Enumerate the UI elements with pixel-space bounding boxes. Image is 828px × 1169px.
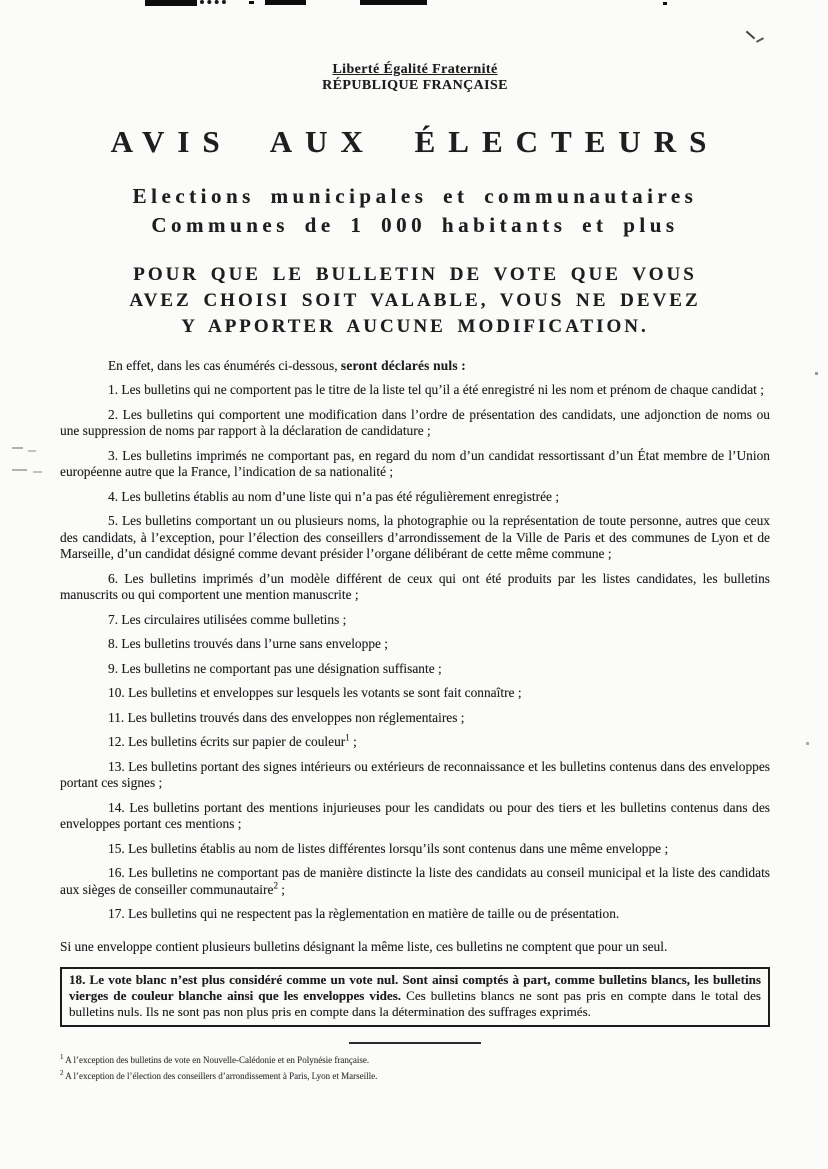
list-item-text: 7. Les circulaires utilisées comme bulletins ; bbox=[108, 611, 347, 627]
national-motto: Liberté Égalité Fraternité bbox=[332, 62, 498, 77]
list-item-text: 6. Les bulletins imprimés d’un modèle différent de ceux qui ont été produits par les listes candidates, les bulletins manuscrits ou qui comportent une mention manuscrite ; bbox=[60, 570, 770, 602]
republic-header bbox=[60, 62, 770, 94]
footnote-marker: 1 bbox=[60, 1053, 64, 1062]
list-item-text: 16. Les bulletins ne comportant pas de manière distincte la liste des candidats au conseil municipal et la liste des candidats aux sièges de conseiller communautaire bbox=[60, 865, 770, 897]
footnote bbox=[60, 1068, 770, 1082]
list-item-text: 17. Les bulletins qui ne respectent pas la règlementation en matière de taille ou de présentation. bbox=[108, 906, 620, 921]
list-item-text: 1. Les bulletins qui ne comportent pas le titre de la liste tel qu’il a été enregistré ni les nom et prénom de chaque candidat ; bbox=[108, 382, 764, 397]
intro-bold-text: seront déclarés nuls : bbox=[340, 358, 466, 373]
list-item bbox=[60, 407, 770, 440]
list-item bbox=[60, 734, 770, 751]
list-item-text: 2. Les bulletins qui comportent une modification dans l’ordre de présentation des candidats, une adjonction de noms ou une suppression de noms par rapport à la déclaration de candidature ; bbox=[60, 406, 770, 438]
list-item bbox=[60, 571, 770, 604]
nullity-list bbox=[60, 382, 770, 923]
blank-vote-normal-text: Ces bulletins blancs ne sont pas pris en compte dans le total des bulletins nuls. Ils ne sont pas non plus pris en compte dans la détermination des suffrages exprimés. bbox=[69, 987, 761, 1020]
envelope-note: Si une enveloppe contient plusieurs bulletins désignant la même liste, ces bulletins ne comptent que pour un seul. bbox=[60, 938, 668, 954]
scan-mark bbox=[815, 372, 818, 375]
footnote-marker: 2 bbox=[60, 1069, 64, 1078]
list-item bbox=[60, 685, 770, 702]
list-item-text: 3. Les bulletins imprimés ne comportant pas, en regard du nom d’un candidat ressortissant d’un État membre de l’Union européenne autre que la France, l’indication de sa nationalité ; bbox=[60, 447, 770, 479]
scan-mark bbox=[12, 469, 27, 471]
footnote-ref: 2 bbox=[273, 880, 278, 891]
validity-notice bbox=[60, 262, 770, 340]
list-item-text: 12. Les bulletins écrits sur papier de couleur bbox=[108, 734, 346, 749]
blank-vote-box bbox=[60, 967, 770, 1028]
scan-mark bbox=[28, 450, 36, 452]
subtitle-line-1: Elections municipales et communautaires bbox=[132, 184, 698, 208]
list-item bbox=[60, 513, 770, 563]
footnote-text: A l’exception de l’élection des conseillers d’arrondissement à Paris, Lyon et Marseille. bbox=[63, 1071, 378, 1082]
subtitle-line-2: Communes de 1 000 habitants et plus bbox=[151, 213, 679, 237]
scan-mark bbox=[12, 447, 23, 449]
notice-line-1: POUR QUE LE BULLETIN DE VOTE QUE VOUS bbox=[133, 264, 697, 285]
subtitle bbox=[60, 182, 770, 240]
page-title: AVIS AUX ÉLECTEURS bbox=[110, 124, 720, 159]
footnote bbox=[60, 1052, 770, 1066]
list-item-text: 8. Les bulletins trouvés dans l’urne sans enveloppe ; bbox=[108, 636, 389, 651]
footnote-rule bbox=[349, 1042, 481, 1044]
list-item bbox=[60, 710, 770, 727]
document-content bbox=[60, 0, 770, 1082]
footnote-text: A l’exception des bulletins de vote en Nouvelle-Calédonie et en Polynésie française. bbox=[63, 1055, 370, 1066]
list-item-text: 14. Les bulletins portant des mentions injurieuses pour les candidats ou pour des tiers et les bulletins contenus dans des enveloppes portant ces mentions ; bbox=[60, 799, 770, 831]
list-item bbox=[60, 759, 770, 792]
list-item-text: 4. Les bulletins établis au nom d’une liste qui n’a pas été régulièrement enregistrée ; bbox=[108, 488, 560, 504]
footnote-ref: 1 bbox=[345, 732, 350, 743]
list-item-text: 13. Les bulletins portant des signes intérieurs ou extérieurs de reconnaissance et les bulletins contenus dans des enveloppes portant ces signes ; bbox=[60, 758, 770, 790]
list-item bbox=[60, 382, 770, 399]
list-item-text: 11. Les bulletins trouvés dans des enveloppes non réglementaires ; bbox=[108, 709, 465, 725]
notice-line-3: Y APPORTER AUCUNE MODIFICATION. bbox=[181, 316, 649, 337]
list-item bbox=[60, 489, 770, 506]
list-item-text: 10. Les bulletins et enveloppes sur lesquels les votants se sont fait connaître ; bbox=[108, 685, 522, 700]
list-item-text: 15. Les bulletins établis au nom de listes différentes lorsqu’ils sont contenus dans une même enveloppe ; bbox=[108, 840, 669, 856]
list-item bbox=[60, 906, 770, 923]
notice-line-2: AVEZ CHOISI SOIT VALABLE, VOUS NE DEVEZ bbox=[129, 290, 701, 311]
list-item-text: 9. Les bulletins ne comportant pas une désignation suffisante ; bbox=[108, 660, 442, 676]
list-item bbox=[60, 636, 770, 653]
intro-paragraph bbox=[60, 358, 770, 374]
blank-vote-bold-text: 18. Le vote blanc n’est plus considéré comme un vote nul. Sont ainsi comptés à part, comme bulletins blancs, les bulletins vierges de couleur blanche ainsi que les enveloppes vides. bbox=[69, 971, 761, 1003]
republic-name: RÉPUBLIQUE FRANÇAISE bbox=[322, 78, 508, 93]
list-item bbox=[60, 800, 770, 833]
list-item bbox=[60, 612, 770, 629]
list-item bbox=[60, 841, 770, 858]
intro-text: En effet, dans les cas énumérés ci-dessous, bbox=[108, 358, 341, 373]
list-item bbox=[60, 448, 770, 481]
list-item bbox=[60, 865, 770, 898]
list-item-text: 5. Les bulletins comportant un ou plusieurs noms, la photographie ou la représentation de toute personne, autres que ceux des candidats, à l’exception, pour l’élection des conseillers d’arrondissement de la Ville de Paris et des communes de Lyon et de Marseille, d’un candidat désigné comme devant présider l’organe délibérant de cette même commune ; bbox=[60, 513, 770, 561]
list-item-tail: ; bbox=[349, 734, 357, 749]
scan-mark bbox=[33, 471, 42, 473]
scan-mark bbox=[806, 742, 809, 745]
list-item-tail: ; bbox=[277, 881, 286, 897]
list-item bbox=[60, 661, 770, 678]
